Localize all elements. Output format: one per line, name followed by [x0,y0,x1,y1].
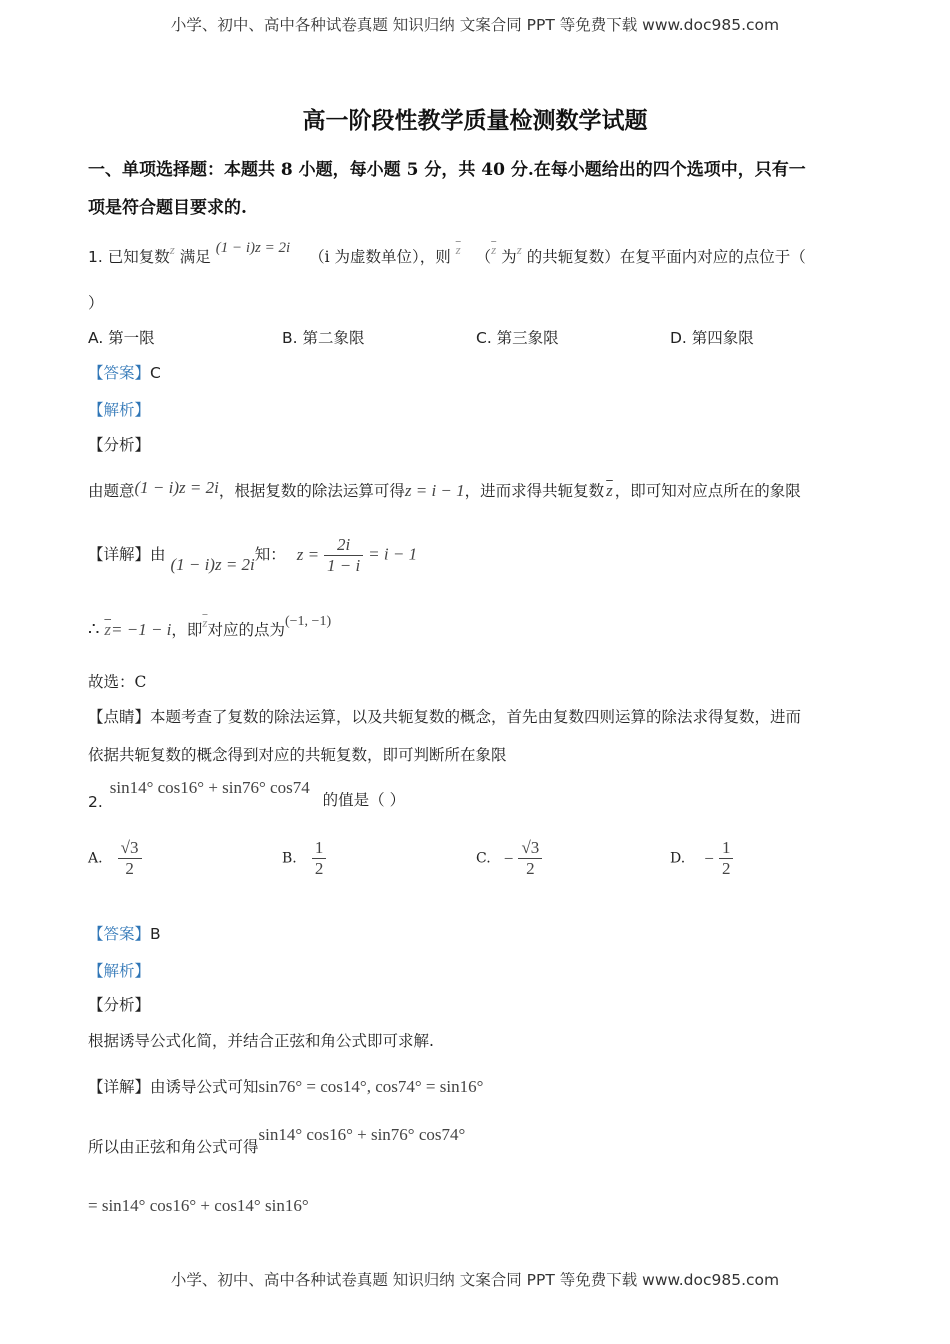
question-1-close-paren: ） [88,294,104,312]
option-label: B. [282,850,297,867]
stem-text: 的共轭复数）在复平面内对应的点位于（ [526,248,806,266]
analysis-text: 由题意 [88,482,135,500]
fraction-denominator: 2 [125,859,134,878]
var-zbar: z [202,615,208,630]
option-c: C. 第三象限 [476,329,559,347]
stem-text: （ [475,248,492,266]
question-number: 1. [88,248,103,266]
stem-text: 的值是（ ） [322,791,406,809]
guxuan-line: 故选：C [88,673,147,691]
answer-value: B [150,925,161,943]
text: ，即 [171,621,203,639]
stem-text: i 为虚数单位），则 [324,248,451,266]
var-zbar: z [455,242,461,257]
option-label: A. [88,850,103,867]
option-a [88,838,142,879]
fraction [118,838,142,879]
fraction-numerator: 2i [324,535,363,556]
dianjing-tag: 【点睛】 [88,708,151,726]
dianjing-line2: 依据共轭复数的概念得到对应的共轭复数，即可判断所在象限 [88,746,507,764]
analysis-text: ，根据复数的除法运算可得 [218,482,405,500]
stem-text: 满足 [179,248,211,266]
option-b [282,838,326,879]
page-title: 高一阶段性教学质量检测数学试题 [302,107,648,134]
fenxi-tag: 【分析】 [88,996,151,1014]
equation: = sin14° cos16° + cos14° sin16° [88,1196,309,1215]
fraction-numerator: √3 [518,838,542,859]
option-d: D. 第四象限 [670,329,754,347]
section-heading-line2: 项是符合题目要求的. [88,198,247,218]
answer-value: C [150,364,161,382]
sum-formula-line [88,1123,466,1156]
fraction [518,838,542,879]
fenxi-tag: 【分析】 [88,436,151,454]
fraction [324,535,363,576]
equation-lhs: z = [296,544,320,564]
option-label: C. [476,850,491,867]
dianjing-text: 本题考查了复数的除法运算，以及共轭复数的概念，首先由复数四则运算的除法求得复数，进而 [150,708,802,726]
fraction-numerator: √3 [118,838,142,859]
answer-tag: 【答案】 [88,925,151,943]
equation-rhs: = i − 1 [368,544,418,564]
detail-tag: 【详解】由 [88,545,166,564]
detail-text: 知： [254,545,286,564]
equation: sin14° cos16° + sin76° cos74 [109,778,310,797]
jiexi-tag: 【解析】 [88,962,151,980]
question-2-stem [88,776,406,811]
answer-line [88,922,161,944]
page-header: 小学、初中、高中各种试卷真题 知识归纳 文案合同 PPT 等免费下载 www.doc985.com [170,16,780,34]
var-zbar: $\overline{z}$ [606,481,613,500]
fraction [312,838,327,879]
fraction-denominator: 2 [314,859,324,878]
var-z: z [169,242,175,257]
stem-text: 已知复数 [107,248,170,266]
fraction [719,838,734,879]
equation: (1 − i)z = 2i [170,554,255,574]
text: 对应的点为 [207,621,285,639]
option-a: A. 第一限 [88,329,155,347]
var-z: z [516,242,522,257]
point: (−1, −1) [285,614,332,629]
answer-line [88,361,161,383]
question-1-stem [88,240,806,267]
minus-sign: − [704,848,714,868]
page-footer: 小学、初中、高中各种试卷真题 知识归纳 文案合同 PPT 等免费下载 www.doc985.com [170,1271,780,1289]
fraction-numerator: 1 [312,838,327,859]
expanded-line [88,1196,309,1216]
equation: z = i − 1 [404,481,465,500]
text: 所以由正弦和角公式可得 [88,1138,259,1156]
analysis-text: ，进而求得共轭复数 [464,482,605,500]
jiexi-tag: 【解析】 [88,401,151,419]
dianjing-line1 [88,705,801,727]
question-number: 2. [88,793,103,811]
minus-sign: − [503,848,514,868]
detail-tag: 【详解】由诱导公式可知 [88,1078,259,1096]
option-d [670,838,733,879]
analysis-text: ，即可知对应点所在的象限 [614,482,801,500]
stem-text: （ [309,248,325,266]
var-zbar: $\overline{z}$ [104,620,112,639]
answer-tag: 【答案】 [88,364,151,382]
fraction-denominator: 2 [526,859,535,878]
detail-line [88,535,417,576]
option-b: B. 第二象限 [282,329,365,347]
equation: (1 − i)z = 2i [134,478,219,497]
equation: (1 − i)z = 2i [215,240,291,256]
analysis-line: 根据诱导公式化简，并结合正弦和角公式即可求解. [88,1032,434,1050]
fraction-denominator: 1 − i [327,556,361,575]
equation: sin14° cos16° + sin76° cos74° [258,1125,466,1144]
detail-line [88,1075,483,1097]
equation: sin76° = cos14°, cos74° = sin16° [258,1077,484,1096]
analysis-line [88,478,801,501]
section-heading-line1: 一、单项选择题：本题共 8 小题，每小题 5 分，共 40 分.在每小题给出的四个选项中，只有一 [88,160,806,180]
therefore-symbol: ∴ [88,619,100,640]
equation: = −1 − i [111,620,172,639]
option-c [476,838,542,879]
fraction-denominator: 2 [721,859,731,878]
var-zbar: z [491,242,497,257]
fraction-numerator: 1 [719,838,734,859]
stem-text: 为 [501,248,517,266]
therefore-line [88,614,331,640]
option-label: D. [670,850,686,867]
